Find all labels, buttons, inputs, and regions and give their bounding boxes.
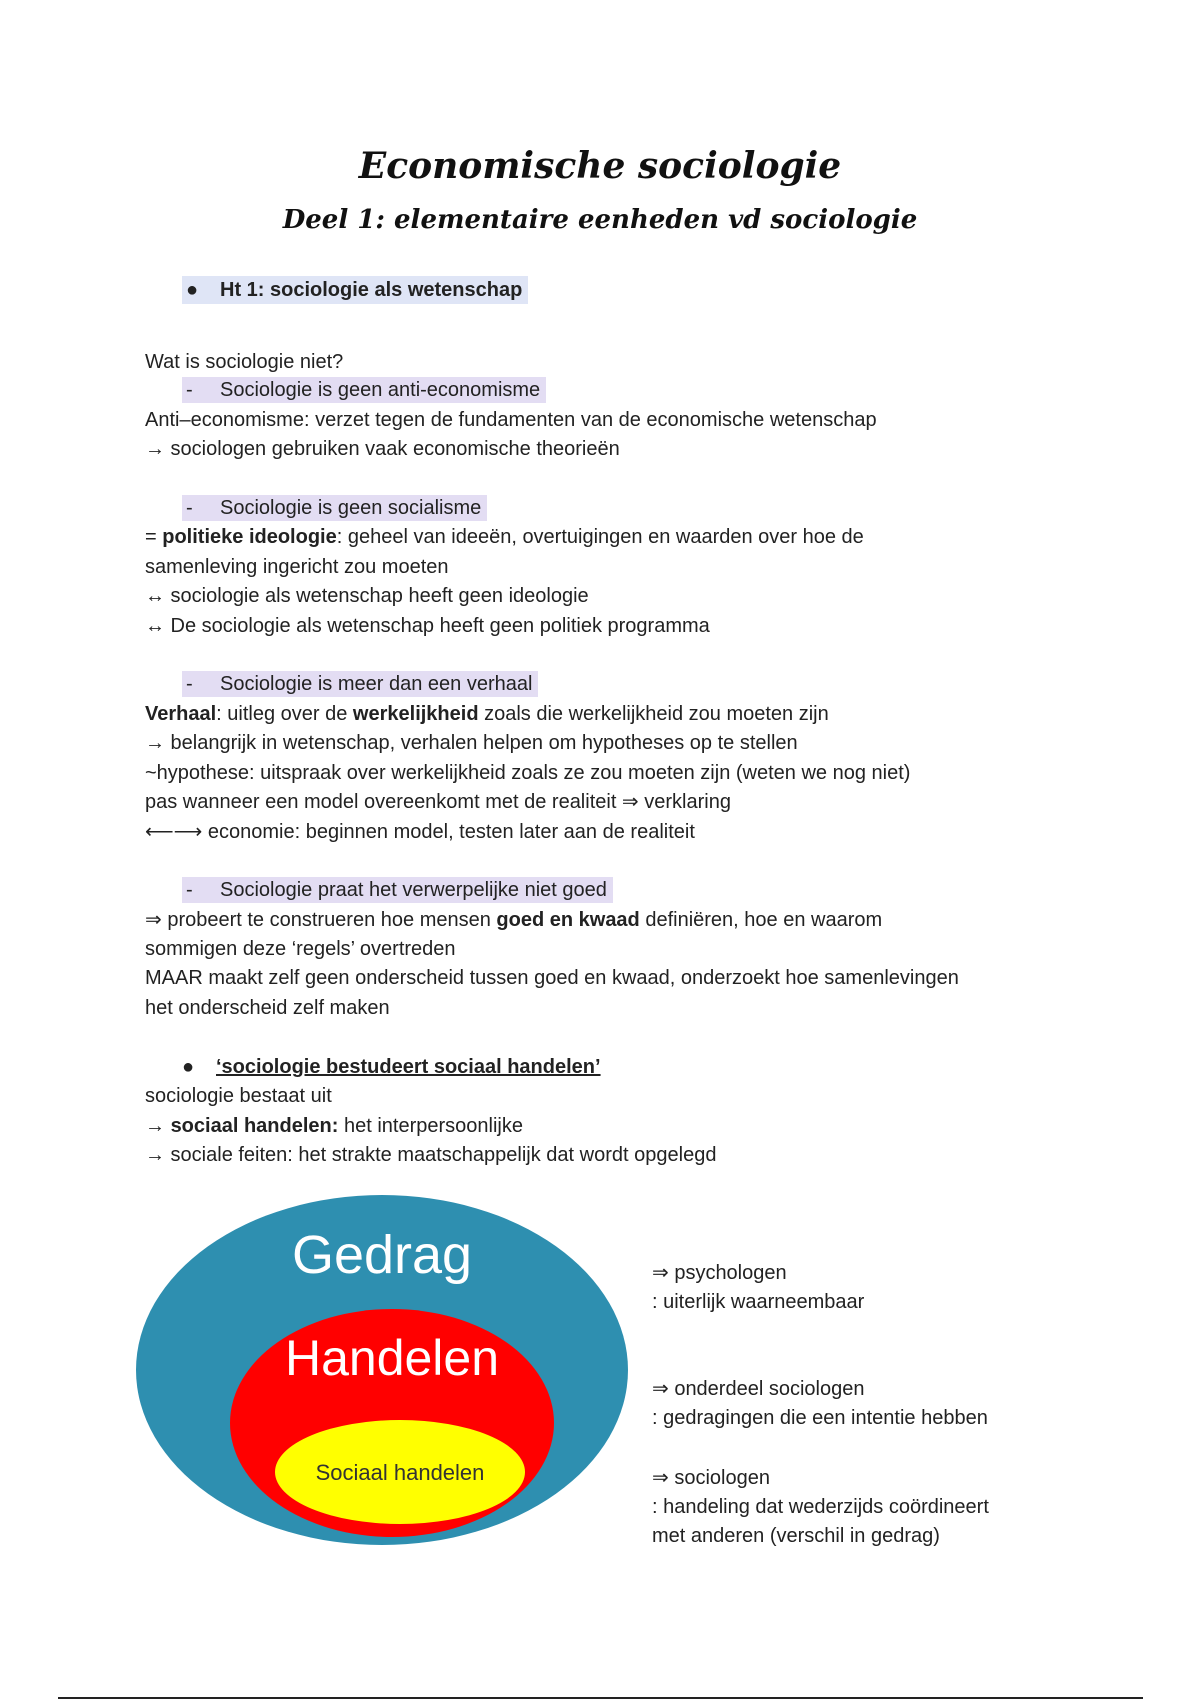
- paragraph-line: → sociaal handelen: het interpersoonlijke: [145, 1115, 523, 1137]
- section-heading-2: [182, 1055, 601, 1079]
- paragraph-line: Verhaal: uitleg over de werkelijkheid zoals die werkelijkheid zou moeten zijn: [145, 703, 829, 725]
- section-heading-2-text: ‘sociologie bestudeert sociaal handelen’: [216, 1056, 601, 1078]
- paragraph-line: ⟵⟶ economie: beginnen model, testen later aan de realiteit: [145, 821, 695, 843]
- subheading-socialisme: [182, 496, 487, 520]
- dash-marker: -: [186, 497, 193, 519]
- paragraph-line: ↔ De sociologie als wetenschap heeft geen politiek programma: [145, 615, 710, 637]
- label-gedrag: Gedrag: [291, 1225, 473, 1285]
- paragraph-line: → sociale feiten: het strakte maatschappelijk dat wordt opgelegd: [145, 1144, 717, 1166]
- behaviour-diagram: [130, 1190, 640, 1550]
- note-handelen: ⇒ onderdeel sociologen : gedragingen die een intentie hebben: [652, 1378, 988, 1429]
- dash-marker: -: [186, 379, 193, 401]
- document-subtitle: Deel 1: elementaire eenheden vd sociologie: [282, 205, 918, 235]
- paragraph-line: MAAR maakt zelf geen onderscheid tussen goed en kwaad, onderzoekt hoe samenlevingen: [145, 967, 959, 989]
- intro-question: Wat is sociologie niet?: [145, 351, 344, 373]
- subheading-verwerpelijke: [182, 878, 613, 902]
- subheading-text: Sociologie is geen socialisme: [220, 497, 482, 519]
- note-sociaal-handelen: ⇒ sociologen : handeling dat wederzijds coördineert met anderen (verschil in gedrag): [652, 1467, 989, 1547]
- paragraph-line: → belangrijk in wetenschap, verhalen helpen om hypotheses op te stellen: [145, 732, 798, 754]
- paragraph-line: sommigen deze ‘regels’ overtreden: [145, 938, 456, 960]
- bullet-icon: ●: [186, 279, 199, 301]
- label-sociaal-handelen: Sociaal handelen: [315, 1460, 485, 1485]
- note-gedrag: ⇒ psychologen : uiterlijk waarneembaar: [652, 1262, 865, 1313]
- subheading-text: Sociologie praat het verwerpelijke niet goed: [220, 879, 607, 901]
- paragraph-line: sociologie bestaat uit: [145, 1085, 332, 1107]
- section-heading-1-text: Ht 1: sociologie als wetenschap: [220, 279, 523, 301]
- footer-divider: [58, 1697, 1143, 1699]
- paragraph-line: = politieke ideologie: geheel van ideeën, overtuigingen en waarden over hoe de: [145, 526, 864, 548]
- label-handelen: Handelen: [284, 1330, 500, 1386]
- paragraph-line: het onderscheid zelf maken: [145, 997, 390, 1019]
- paragraph-line: samenleving ingericht zou moeten: [145, 556, 449, 578]
- subheading-text: Sociologie is geen anti-economisme: [220, 379, 541, 401]
- paragraph-line: ↔ sociologie als wetenschap heeft geen ideologie: [145, 585, 589, 607]
- paragraph-line: Anti–economisme: verzet tegen de fundamenten van de economische wetenschap: [145, 409, 877, 431]
- document-title: Economische sociologie: [358, 145, 842, 187]
- subheading-verhaal: [182, 672, 538, 696]
- paragraph-line: pas wanneer een model overeenkomt met de realiteit ⇒ verklaring: [145, 791, 731, 813]
- subheading-anti-economisme: [182, 378, 546, 402]
- paragraph-line: → sociologen gebruiken vaak economische theorieën: [145, 438, 620, 460]
- bullet-icon: ●: [182, 1056, 195, 1078]
- paragraph-line: ⇒ probeert te construeren hoe mensen goed en kwaad definiëren, hoe en waarom: [145, 909, 883, 931]
- dash-marker: -: [186, 879, 193, 901]
- dash-marker: -: [186, 673, 193, 695]
- paragraph-line: ~hypothese: uitspraak over werkelijkheid zoals ze zou moeten zijn (weten we nog niet): [145, 762, 911, 784]
- subheading-text: Sociologie is meer dan een verhaal: [220, 673, 533, 695]
- section-heading-1: [182, 278, 528, 302]
